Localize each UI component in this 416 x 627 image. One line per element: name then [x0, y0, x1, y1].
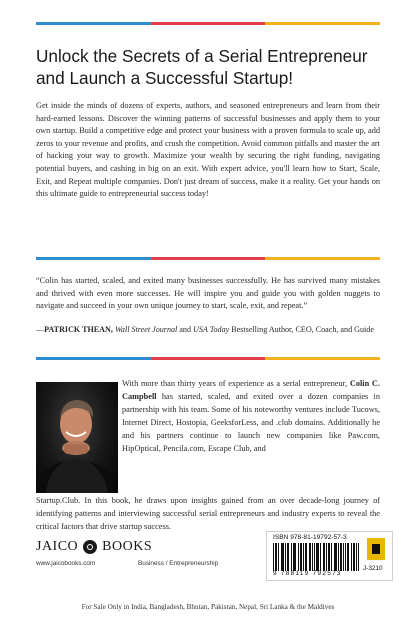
description: Get inside the minds of dozens of experts, authors, and seasoned entrepreneurs and learn from their hard-earned lessons. Discover the winning patterns of successful businesses and apply them to your own startup. Build a competitive edge and protect your business with a proven formula to scale up, add zeros to your revenue and profits, and crush the competition. Avoid common pitfalls and master the art of hacking your way to growth. Maximize your wealth by securing the right funding, navigating potential buyers, and cashing in big on an exit. With expert advice, you'll learn how to Start, Scale, Exit, and Repeat multiple companies. Don't just dream of success, make it a reality. Get your hands on this ultimate guide to entrepreneurial success today! [36, 101, 380, 199]
publication-1: Wall Street Journal [114, 325, 178, 334]
endorsement-quote: “Colin has started, scaled, and exited many businesses successfully. He has survived many mistakes and thrived with even more successes. He will inspire you and guide you with golden nuggets to navigate and succeed in your own unique journey to start, scale, exit, and repeat.” [36, 276, 380, 311]
rule-blue-segment [36, 357, 151, 360]
rule-red-segment [151, 22, 266, 25]
rule-yellow-segment [265, 357, 380, 360]
middle-color-rule [36, 257, 380, 260]
rule-yellow-segment [265, 22, 380, 25]
publisher-logo [36, 539, 152, 555]
publication-2: USA Today [193, 325, 230, 334]
rule-yellow-segment [265, 257, 380, 260]
bio-intro: With more than thirty years of experience as a serial entrepreneur, [122, 379, 348, 388]
rule-blue-segment [36, 22, 151, 25]
author-portrait-illustration [36, 382, 118, 493]
barcode-digits: 9 788119 792573 [273, 570, 342, 577]
product-code: J-3210 [363, 565, 383, 572]
book-category: Business / Entrepreneurship [138, 560, 219, 567]
publisher-name-right: BOOKS [102, 539, 153, 554]
endorsement-attribution [36, 324, 380, 335]
barcode-icon [273, 543, 359, 571]
author-bio [122, 378, 380, 455]
publisher-url: www.jaicobooks.com [36, 560, 96, 567]
sale-territory-notice: For Sale Only in India, Bangladesh, Bhutan, Pakistan, Nepal, Sri Lanka & the Maldives [81, 603, 335, 611]
endorser-title: Bestselling Author, CEO, Coach, and Guide [229, 325, 374, 334]
isbn-label: ISBN 978-81-19792-57-3 [273, 534, 347, 541]
endorser-name: PATRICK THEAN, [44, 325, 113, 334]
bio-part-1: has started, scaled, and exited over a dozen companies in partnership with his team. Some of his noteworthy ventures include Tucows, Internet Direct, Hostopia, GeeksforLess, and .club domains. Additionally he and his partners continue to launch new companies like Paw.com, HipOptical, Pencila.com, Escape Club, and [122, 391, 380, 453]
publisher-name-left: JAICO [36, 539, 79, 554]
price-symbol-icon [367, 538, 385, 560]
rule-red-segment [151, 257, 266, 260]
publisher-emblem-icon [83, 540, 97, 554]
rule-red-segment [151, 357, 266, 360]
author-photo [36, 382, 118, 493]
headline: Unlock the Secrets of a Serial Entrepreneur and Launch a Successful Startup! [36, 46, 368, 88]
lower-color-rule [36, 357, 380, 360]
isbn-panel [266, 531, 393, 581]
attribution-dash: — [36, 325, 45, 334]
top-color-rule [36, 22, 380, 25]
author-bio-continued: Startup.Club. In this book, he draws upon insights gained from an over decade-long journey of identifying patterns and interviewing successful serial entrepreneurs and industry experts to reveal the critical factors that drive startup success. [36, 496, 380, 531]
rule-blue-segment [36, 257, 151, 260]
author-name: Colin C. Campbell [122, 379, 380, 401]
attribution-and: and [177, 325, 194, 334]
